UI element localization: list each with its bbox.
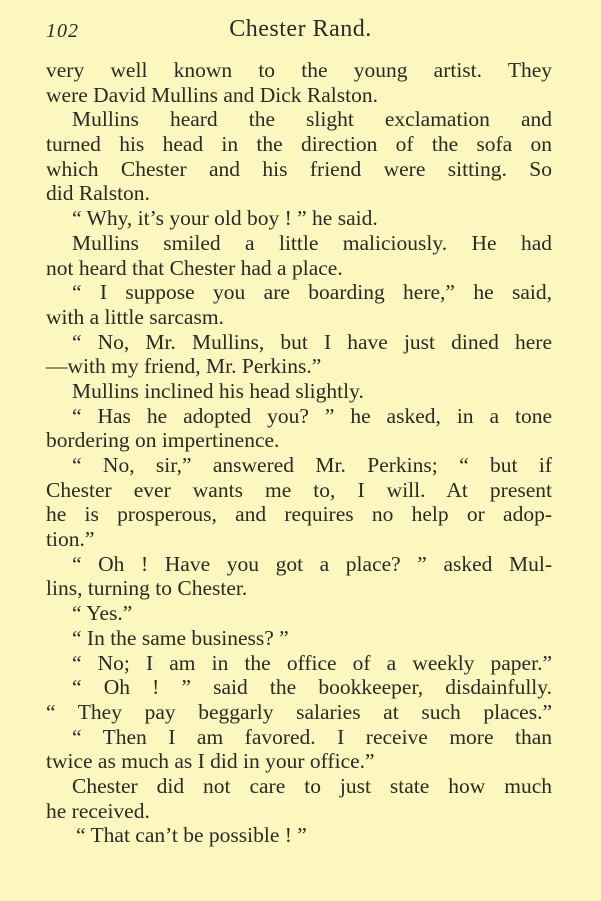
text-line: Chester did not care to just state how much — [72, 773, 552, 798]
text-line: “ Why, it’s your old boy ! ” he said. — [72, 206, 378, 231]
text-line: “ Has he adopted you? ” he asked, in a tone — [72, 403, 552, 428]
text-line: “ In the same business? ” — [72, 625, 289, 650]
text-line: he is prosperous, and requires no help or adop- — [46, 502, 552, 527]
text-line: lins, turning to Chester. — [46, 576, 248, 601]
text-line: “ Then I am favored. I receive more than — [72, 724, 552, 749]
text-line: turned his head in the direction of the sofa on — [46, 132, 552, 157]
text-line: which Chester and his friend were sitting. So — [46, 156, 552, 181]
text-line: “ Oh ! ” said the bookkeeper, disdainfully. — [72, 675, 552, 700]
text-line: Mullins inclined his head slightly. — [72, 378, 364, 403]
text-line: were David Mullins and Dick Ralston. — [46, 82, 379, 107]
text-line: twice as much as I did in your office.” — [46, 749, 375, 774]
page-number: 102 — [46, 20, 79, 42]
text-line: Chester ever wants me to, I will. At present — [46, 477, 552, 502]
text-line: not heard that Chester had a place. — [46, 255, 343, 280]
text-line: Mullins heard the slight exclamation and — [72, 107, 552, 132]
text-line: “ Yes.” — [72, 601, 133, 626]
text-line: did Ralston. — [46, 181, 150, 206]
text-line: “ No, Mr. Mullins, but I have just dined here — [72, 329, 552, 354]
text-line: Mullins smiled a little maliciously. He had — [72, 230, 552, 255]
text-line: “ I suppose you are boarding here,” he said, — [72, 280, 552, 305]
page-header — [0, 14, 601, 44]
text-line: he received. — [46, 798, 150, 823]
text-line: “ Oh ! Have you got a place? ” asked Mul- — [72, 551, 552, 576]
text-line: bordering on impertinence. — [46, 428, 280, 453]
text-line: very well known to the young artist. They — [46, 58, 552, 82]
text-line: tion.” — [46, 527, 95, 552]
text-line: “ No, sir,” answered Mr. Perkins; “ but if — [72, 453, 552, 477]
text-line: —with my friend, Mr. Perkins.” — [46, 354, 322, 379]
text-line: “ They pay beggarly salaries at such places.” — [46, 699, 552, 724]
running-title: Chester Rand. — [229, 16, 372, 42]
text-line: with a little sarcasm. — [46, 304, 224, 329]
text-line: “ That can’t be possible ! ” — [76, 823, 307, 848]
body-text — [46, 58, 552, 848]
text-line: “ No; I am in the office of a weekly paper.” — [72, 650, 552, 675]
